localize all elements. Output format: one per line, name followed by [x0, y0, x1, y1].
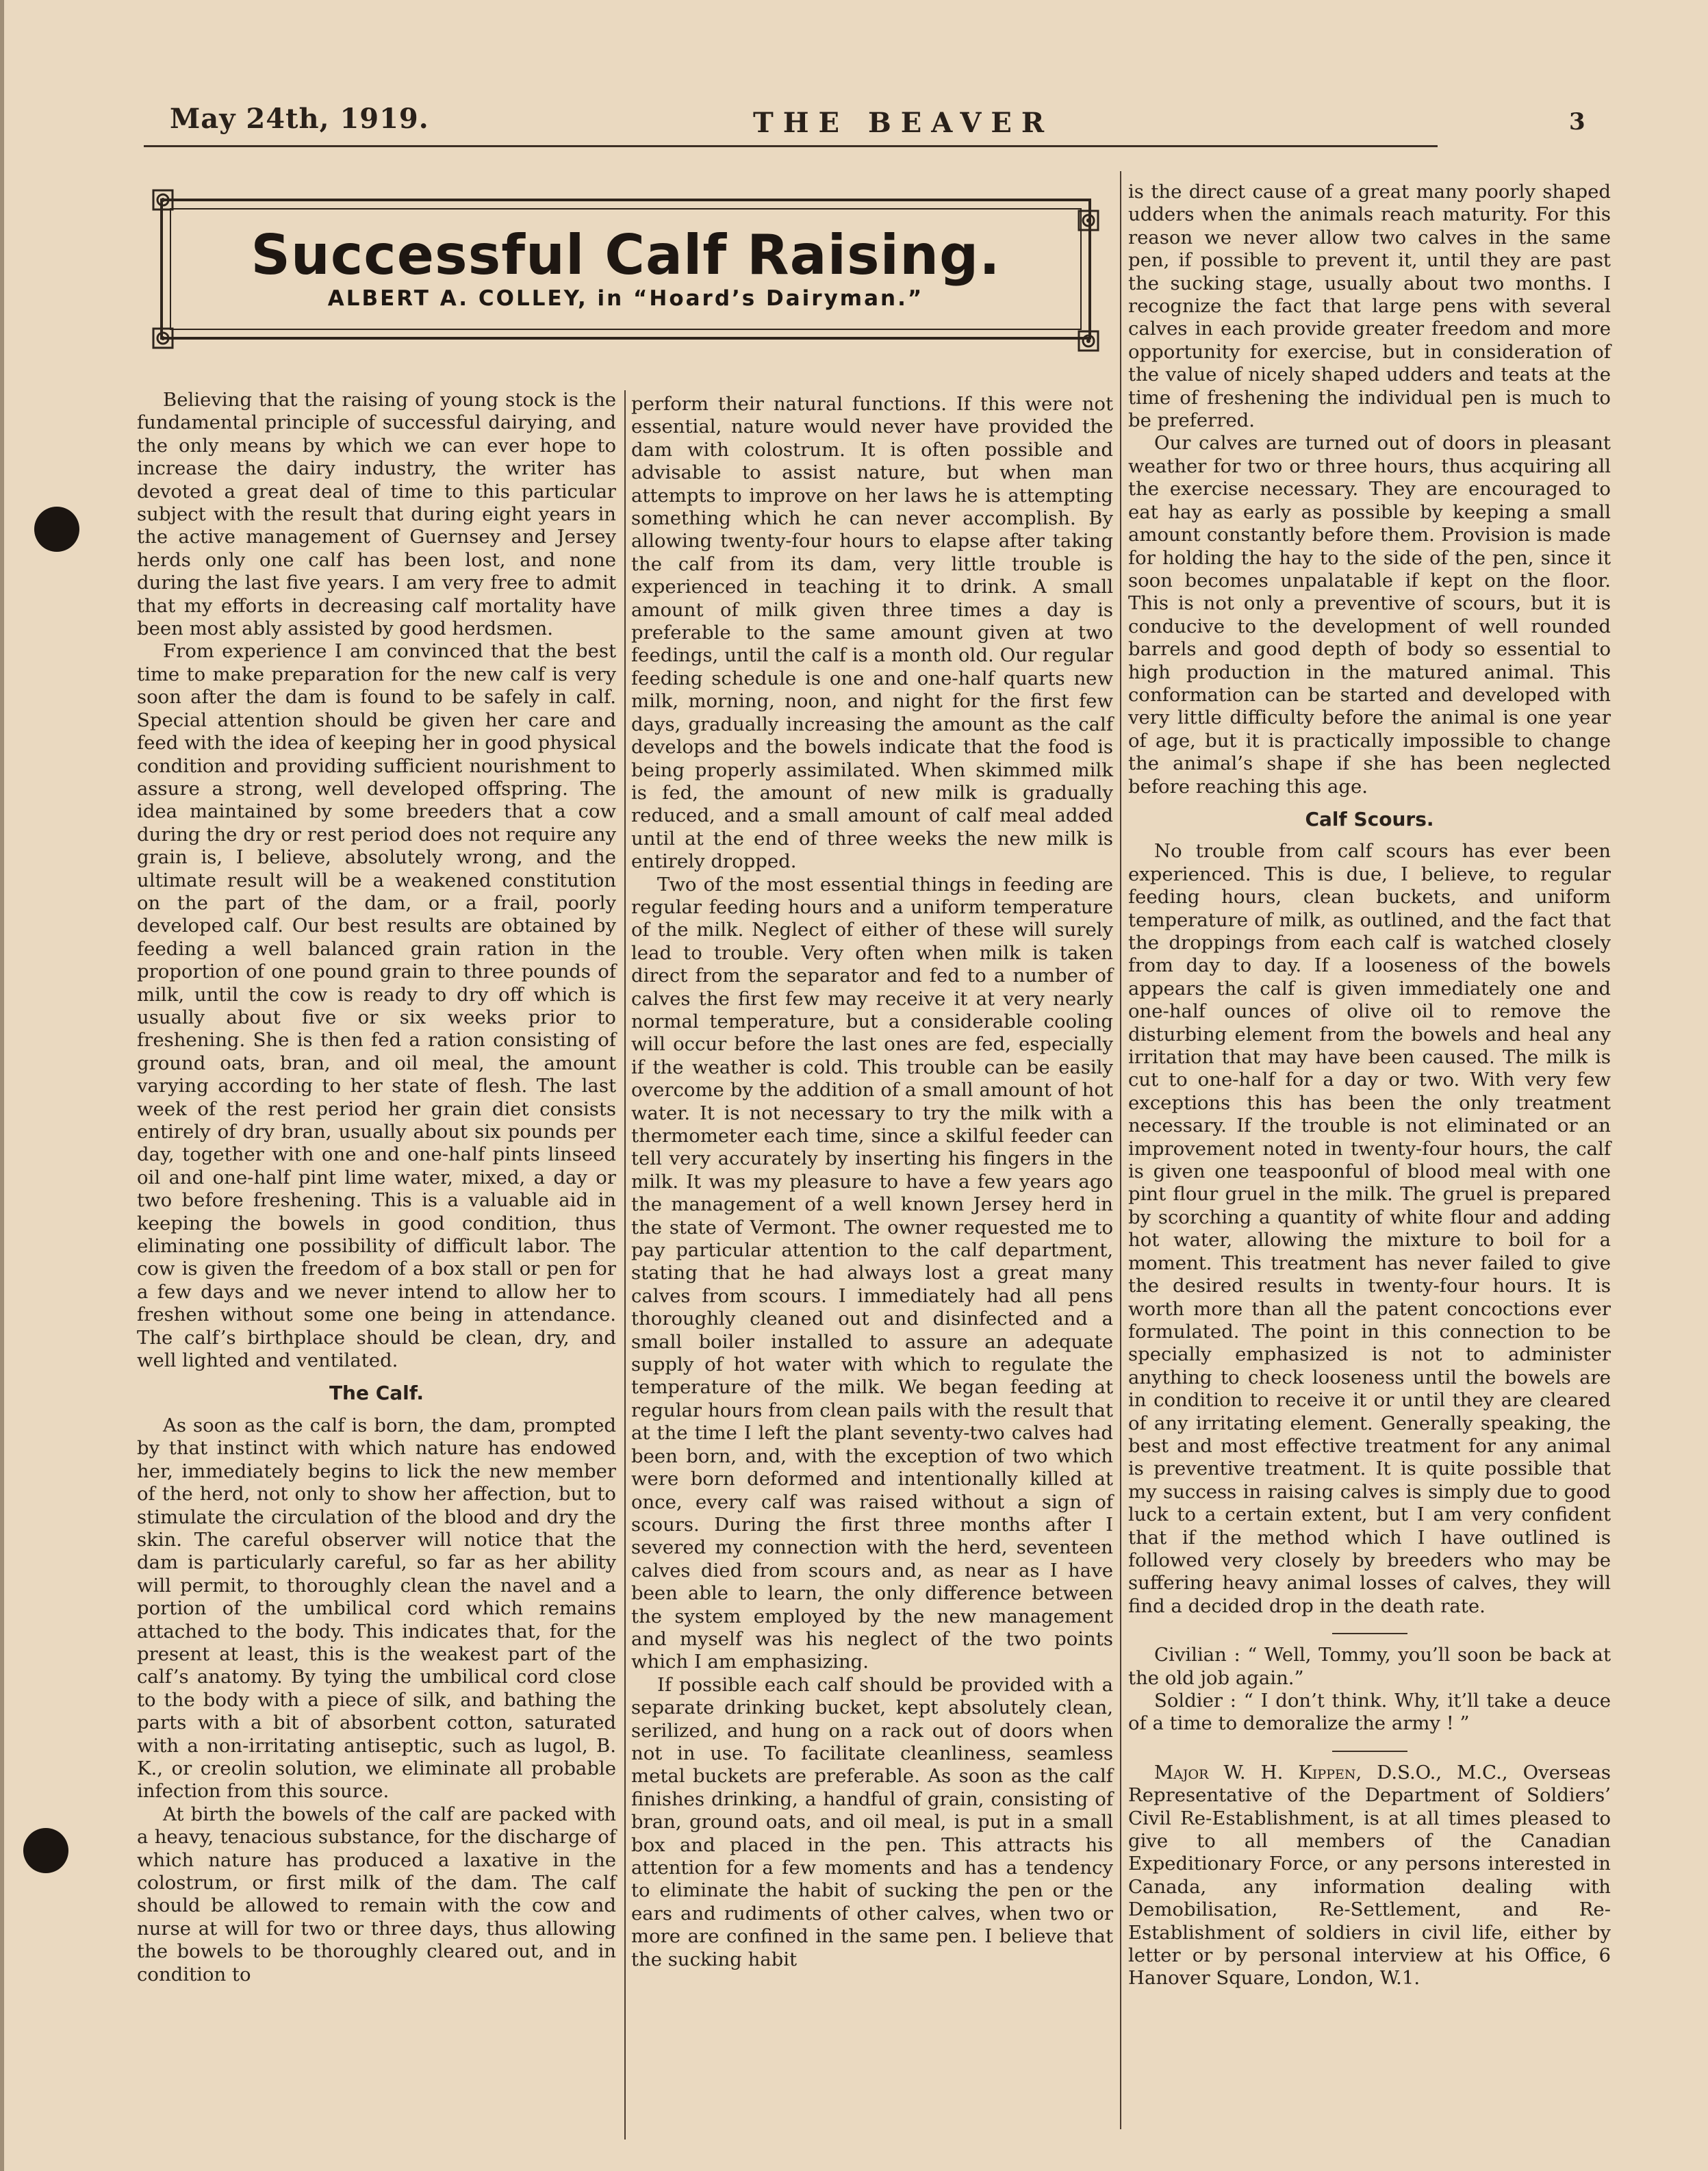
notice-paragraph — [1128, 1762, 1611, 1990]
paragraph: Two of the most essential things in feeding are regular feeding hours and a uniform temperature of the milk. Neglect of either of these will surely lead to trouble. Very often when milk is taken direct from the separator and fed to a number of calves the first few may receive it at very nearly normal temperature, but a considerable cooling will occur before the last ones are fed, especially if the weather is cold. This trouble can be easily overcome by the addition of a small amount of hot water. It is not necessary to try the milk with a thermometer each time, since a skilful feeder can tell very accurately by inserting his fingers in the milk. It was my pleasure to have a few years ago the management of a well known Jersey herd in the state of Vermont. The owner requested me to pay particular attention to the calf department, stating that he had always lost a great many calves from scours. I immediately had all pens thoroughly cleaned out and disinfected and a small boiler installed to assure an adequate supply of hot water with which to regulate the temperature of the milk. We began feeding at regular hours from clean pails with the result that at the time I left the plant seventy-two calves had been born, and, with the exception of two which were born deformed and intentionally killed at once, every calf was raised without a sign of scours. During the first three months after I severed my connection with the herd, seventeen calves died from scours and, as near as I have been able to learn, the only difference between the system employed by the new management and myself was his neglect of the two points which I am emphasizing. — [631, 873, 1113, 1673]
column-two — [631, 393, 1113, 1971]
page-edge — [0, 0, 4, 2171]
title-box — [146, 183, 1105, 355]
column-divider — [1120, 171, 1121, 2129]
issue-date: May 24th, 1919. — [170, 103, 429, 135]
running-head — [164, 103, 1602, 157]
column-three — [1128, 181, 1611, 1990]
notice-name: Major W. H. Kippen — [1154, 1761, 1356, 1783]
joke-line: Soldier : “ I don’t think. Why, it’ll take a deuce of a time to demoralize the army ! ” — [1128, 1690, 1611, 1735]
paragraph: If possible each calf should be provided with a separate drinking bucket, kept absolutely clean, serilized, and hung on a rack out of doors when not in use. To facilitate cleanliness, seamless metal buckets are preferable. As soon as the calf finishes drinking, a handful of grain, consisting of bran, ground oats, and oil meal, is put in a small box and placed in the pen. This attracts his attention for a few moments and has a tendency to eliminate the habit of sucking the pen or the ears and rudiments of other calves, when two or more are confined in the same pen. I believe that the sucking habit — [631, 1673, 1113, 1970]
binding-hole-bottom — [23, 1828, 68, 1873]
paragraph: From experience I am convinced that the best time to make preparation for the new calf is very soon after the dam is found to be safely in calf. Special attention should be given her care and feed with the idea of keeping her in good physical condition and providing sufficient nourishment to assure a strong, well developed offspring. The idea maintained by some breeders that a cow during the dry or rest period does not require any grain is, I believe, absolutely wrong, and the ultimate result will be a weakened constitution on the part of the dam, or a frail, poorly developed calf. Our best results are obtained by feeding a well balanced grain ration in the proportion of one pound grain to three pounds of milk, until the cow is ready to dry off which is usually about five or six weeks prior to freshening. She is then fed a ration consisting of ground oats, bran, and oil meal, the amount varying according to her state of flesh. The last week of the rest period her grain diet consists entirely of dry bran, usually about six pounds per day, together with one and one-half pints linseed oil and one-half pint lime water, mixed, a day or two before freshening. This is a valuable aid in keeping the bowels in good condition, thus eliminating one possibility of difficult labor. The cow is given the freedom of a box stall or pen for a few days and we never intend to allow her to freshen without some one being in attendance. The calf’s birthplace should be clean, dry, and well lighted and ventilated. — [137, 640, 616, 1372]
paragraph: perform their natural functions. If this were not essential, nature would never have provided the dam with colostrum. It is often possible and advisable to assist nature, but when man attempts to improve on her laws he is attempting something which he can never accomplish. By allowing twenty-four hours to elapse after taking the calf from its dam, very little trouble is experienced in teaching it to drink. A small amount of milk given three times a day is preferable to the same amount given at two feedings, until the calf is a month old. Our regular feeding schedule is one and one-half quarts new milk, morning, noon, and night for the first few days, gradually increasing the amount as the calf develops and the bowels indicate that the food is being properly assimilated. When skimmed milk is fed, the amount of new milk is gradually reduced, and a small amount of calf meal added until at the end of three weeks the new milk is entirely dropped. — [631, 393, 1113, 873]
corner-ornament-icon — [1075, 327, 1102, 355]
paragraph: No trouble from calf scours has ever been experienced. This is due, I believe, to regular feeding hours, clean buckets, and uniform temperature of milk, as outlined, and the fact that the droppings from each calf is watched closely from day to day. If a looseness of the bowels appears the calf is given immediately one and one-half ounces of olive oil to remove the disturbing element from the bowels and heal any irritation that may have been caused. The milk is cut to one-half for a day or two. With very few exceptions this has been the only treatment necessary. If the trouble is not eliminated or an improvement noted in twenty-four hours, the calf is given one teaspoonful of blood meal with one pint flour gruel in the milk. The gruel is prepared by scorching a quantity of white flour and adding hot water, allowing the mixture to boil for a moment. This treatment has never failed to give the desired results in twenty-four hours. It is worth more than all the patent concoctions ever formulated. The point in this connection to be specially emphasized is not to administer anything to check looseness until the bowels are in condition to receive it or until they are cleared of any irritating element. Generally speaking, the best and most effective treatment for any animal is preventive treatment. It is quite possible that my success in raising calves is simply due to good luck to a certain extent, but I am very confident that if the method which I have outlined is followed very closely by breeders who may be suffering heavy animal losses of calves, they will find a decided drop in the death rate. — [1128, 840, 1611, 1617]
corner-ornament-icon — [149, 186, 177, 214]
section-heading: The Calf. — [329, 1382, 424, 1405]
paragraph: Believing that the raising of young stock is the fundamental principle of successful dairying, and the only means by which we can ever hope to increase the dairy industry, the writer has devoted a great deal of time to this particular subject with the result that during eight years in the active management of Guernsey and Jersey herds only one calf has been lost, and none during the last five years. I am very free to admit that my efforts in decreasing calf mortality have been most ably assisted by good herdsmen. — [137, 389, 616, 640]
separator — [1332, 1633, 1407, 1634]
paragraph: At birth the bowels of the calf are packed with a heavy, tenacious substance, for the discharge of which nature has produced a laxative in the colostrum, or first milk of the dam. The calf should be allowed to remain with the cow and nurse at will for two or three days, thus allowing the bowels to be thoroughly cleared out, and in condition to — [137, 1803, 616, 1985]
page-number: 3 — [1569, 108, 1585, 136]
paragraph: Our calves are turned out of doors in pleasant weather for two or three hours, thus acquiring all the exercise necessary. They are encouraged to eat hay as early as possible by keeping a small amount constantly before them. Provision is made for holding the hay to the side of the pen, since it soon becomes unpalatable if kept on the floor. This is not only a preventive of scours, but it is conducive to the development of well rounded barrels and good depth of body so essential to high production in the matured animal. This conformation can be started and developed with very little difficulty before the animal is one year of age, but it is practically impossible to change the animal’s shape if she has been neglected before reaching this age. — [1128, 432, 1611, 798]
joke-line: Civilian : “ Well, Tommy, you’ll soon be back at the old job again.” — [1128, 1644, 1611, 1689]
column-divider — [624, 390, 626, 2140]
article-title: Successful Calf Raising. — [251, 223, 1001, 287]
column-one — [137, 389, 616, 1986]
section-heading: Calf Scours. — [1305, 807, 1434, 830]
separator — [1332, 1751, 1407, 1752]
paragraph: is the direct cause of a great many poorly shaped udders when the animals reach maturity. For this reason we never allow two calves in the same pen, if possible to prevent it, until they are past the sucking stage, usually about two months. I recognize the fact that large pens with several calves in each provide greater freedom and more opportunity for exercise, but in consideration of the value of nicely shaped udders and teats at the time of freshening the individual pen is much to be preferred. — [1128, 181, 1611, 432]
corner-ornament-icon — [149, 325, 177, 352]
header-rule — [144, 145, 1438, 147]
binding-hole-top — [34, 507, 79, 552]
article-byline: ALBERT A. COLLEY, in “Hoard’s Dairyman.” — [327, 286, 924, 311]
paragraph: As soon as the calf is born, the dam, prompted by that instinct with which nature has endowed her, immediately begins to lick the new member of the herd, not only to show her affection, but to stimulate the circulation of the blood and dry the skin. The careful observer will notice that the dam is particularly careful, so far as her ability will permit, to thoroughly clean the navel and a portion of the umbilical cord which remains attached to the body. This indicates that, for the present at least, this is the weakest part of the calf’s anatomy. By tying the umbilical cord close to the body with a piece of silk, and bathing the parts with a bit of absorbent cotton, saturated with a non-irritating antiseptic, such as lugol, B. K., or creolin solution, we eliminate all probable infection from this source. — [137, 1414, 616, 1803]
notice-text: , D.S.O., M.C., Overseas Representative of the Department of Soldiers’ Civil Re-Establishment, is at all times pleased to give to all members of the Canadian Expeditionary Force, or any persons interested in Canada, any information dealing with Demobilisation, Re-Settlement, and Re-Establishment of soldiers in civil life, either by letter or by personal interview at his Office, 6 Hanover Square, London, W.1. — [1128, 1761, 1611, 1990]
publication-title: THE BEAVER — [753, 107, 1054, 139]
